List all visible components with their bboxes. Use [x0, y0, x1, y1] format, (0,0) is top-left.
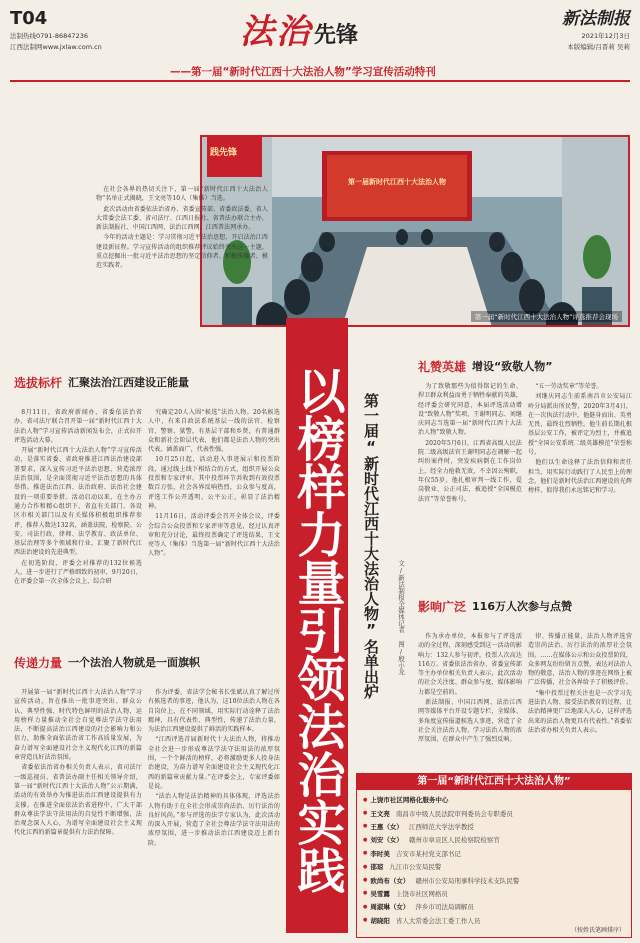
bullet-icon: ●: [363, 836, 368, 843]
bullet-icon: ●: [363, 810, 368, 817]
honor-name: 刘安（女）: [370, 836, 403, 845]
honor-name: 胡晓阳: [370, 916, 390, 925]
honor-desc: 江西师范大学法学教授: [408, 822, 474, 831]
photo-screen-text: 第一届新时代江西十大法治人物: [348, 178, 446, 186]
honor-list-box: [356, 773, 632, 938]
intro-paragraph: 在社会各界的热切关注下，第一届“新时代江西十大法治人物”名单正式揭晓，王文亮等10人（集体）当选。: [96, 186, 268, 203]
bullet-icon: ●: [363, 796, 368, 803]
section-tag: 影响广泛: [418, 599, 467, 614]
masthead-rule: [10, 80, 630, 82]
hotline: 法制热线0791-86847236: [10, 32, 88, 40]
section-tag: 选拔标杆: [14, 375, 63, 390]
paragraph: “集中投票过程关注也是一次学习先进法治人物、接受法治教育的过程，让法治精神更广泛地深入人心，这样评选出来的法治人物更具有代表性。”省委依法治省办相关负责人表示。: [528, 689, 632, 734]
honor-name: 王文亮: [370, 809, 390, 818]
honor-name: 李时美: [370, 849, 390, 858]
section-title: 116万人次参与点赞: [472, 600, 572, 613]
section-influence: [418, 597, 630, 615]
paragraph: 10月25日起，活动进入事迹展示和投票阶段，通过线上线下相结合的方式，组织开展公众投票和专家评审。其中投票环节共收到有效投票数百万张，社会各界反响热烈，公众参与度高，评选工作公开透明、公平公正，彰显了法治精神。: [148, 456, 280, 510]
paragraph: 2020年5月6日，江西省高级人民法院二级高级法官王谢明同志在调解一起纠纷案件时，突发疾病倒在工作岗位上，经全力抢救无效，不幸因公殉职，年仅55岁。他扎根审判一线工作，爱岗敬业、公正司法，被追授“全国模范法官”等荣誉称号。: [418, 439, 522, 503]
section-strength-col2: [148, 688, 280, 936]
intro-text: [96, 185, 268, 295]
paragraph: “五一劳动奖章”等荣誉。: [535, 383, 603, 390]
bullet-icon: ●: [363, 903, 368, 910]
bullet-icon: ●: [363, 863, 368, 870]
honor-desc: 赣州市公安局刑事科学技术支队民警: [415, 876, 520, 885]
honor-name: 吴雪露: [370, 889, 390, 898]
bullet-icon: ●: [363, 823, 368, 830]
section-tag: 传递力量: [14, 655, 63, 670]
honor-name: 邵琼: [370, 863, 384, 872]
section-influence-col2: [528, 632, 632, 764]
honor-list-title: 第一届“新时代江西十大法治人物”: [357, 774, 631, 790]
paragraph: 为了致敬那些为值得铭记的生命、捍卫群众利益而勇于牺牲奉献的英雄，经评委会研究同意，本届评选活动增设“致敬人物”奖项，王谢明同志、刘继庆同志当选第一届“新时代江西十大法治人物”致敬人物。: [418, 383, 522, 437]
section-title: 增设“致敬人物”: [472, 360, 553, 373]
issue-date: 2021年12月3日: [581, 32, 630, 40]
honor-list: [357, 790, 631, 927]
section-heroes-col2: [528, 382, 632, 570]
bullet-icon: ●: [363, 877, 368, 884]
paragraph: 8月11日，省政府新闻办、省委依法治省办、省司法厅联合召开第一届“新时代江西十大法治人物”学习宣传活动新闻发布会，正式拉开评选活动大幕。: [14, 409, 142, 444]
section-influence-col1: [418, 632, 522, 764]
headline-sub: 第一届“新时代江西十大法治人物”名单出炉: [362, 393, 380, 699]
honor-row: [363, 820, 625, 833]
paragraph: 究确定20人入围“候选”法治人物。20名候选人中，有来自政法系统基层一线的法官、检察官、警察、狱警，有基层干部和乡贤，有普通群众和新社会阶层代表，他们都是法治人物的突出代表，涵盖面广，代表性强。: [148, 409, 280, 454]
section-strength: [14, 653, 280, 671]
honor-name: 王惠（女）: [370, 822, 403, 831]
honor-list-note: （按姓氏笔画排序）: [570, 927, 625, 934]
paragraph: 在初选阶段，评委会对推荐的132位候选人，进一步进行了严格细致的初审，9月20日，在评委会第一次全体会议上，综合研: [14, 559, 142, 586]
paragraph: 他们以生命诠释了法治信仰和责任担当，用实际行动践行了人民至上的理念，他们是新时代法治江西建设的光辉榜样，值得我们永远铭记和学习。: [528, 459, 632, 495]
paper-name: 新法制报: [562, 9, 630, 29]
page-number: T04: [10, 8, 48, 29]
honor-desc: 萍乡市司法局调解员: [415, 903, 474, 912]
paragraph: 省委依法治省办相关负责人表示，省司法厅一级巡视员、省普法办副主任相关领导介绍，第一届“新时代江西十大法治人物”公示期满，活动的有效举办为推进法治江西建设提供有力支撑。在推进全面依法治省进程中，广大干部群众尊法学法守法用法的自觉性不断增强，法治观念深入人心，为谱写全面建设社会主义现代化江西的新篇章提供有力法治保障。: [14, 764, 142, 837]
honor-name: 周淑琳（女）: [370, 903, 410, 912]
masthead-subtitle: ——第一届“新时代江西十大法治人物”学习宣传活动特刊: [170, 66, 436, 78]
brand-logo: [240, 4, 358, 53]
honor-desc: 吉安市某村党支部书记: [395, 849, 461, 858]
section-selection: [14, 373, 280, 391]
honor-row: [363, 793, 625, 806]
headline-main: 以榜样力量引领法治实践: [289, 366, 345, 894]
paragraph: 新法制报、中国江西网、法治江西网等媒体平台开设专题专栏，全媒体、多角度宣传报道候选人事迹，营造了全社会关注法治人物、学习法治人物的浓厚氛围，在群众中产生了强烈反响。: [418, 699, 522, 744]
honor-name: 欧尚布（女）: [370, 876, 410, 885]
paragraph: 刘继庆同志生前系南昌市公安局江岭分局派出所民警，2020年3月4日，在一次执法行动中，他挺身而出、英勇无畏，最终壮烈牺牲。他生前长期扎根基层公安工作，被评定为烈士，并被追授“全国公安系统二级英雄模范”荣誉称号。: [528, 393, 632, 457]
honor-desc: 九江市公安局民警: [389, 863, 442, 872]
editors: 本版编辑/吕晋莉 吴莉: [567, 43, 630, 51]
bullet-icon: ●: [363, 917, 368, 924]
honor-row: [363, 873, 625, 886]
honor-name: 上饶市社区网格化服务中心: [370, 796, 449, 805]
honor-row: [363, 833, 625, 846]
section-strength-col1: [14, 688, 142, 936]
honor-desc: 赣州市章贡区人民检察院检察官: [408, 836, 500, 845]
bullet-icon: ●: [363, 890, 368, 897]
website: 江西法制网www.jxlaw.com.cn: [10, 43, 102, 51]
brand-big: 法治: [240, 12, 312, 52]
headline-byline: 文/新法制报全媒体记者 图/殷小龙: [397, 560, 405, 675]
honor-row: [363, 900, 625, 913]
intro-paragraph: 今年的活动主题是：学习贯彻习近平法治思想，开启法治江西建设新征程。学习宣传活动的组织推荐评议始终突出这一主题，重点挖掘出一批习近平法治思想的坚定信仰者、积极传播者、模范实践者。: [96, 234, 268, 270]
bullet-icon: ●: [363, 850, 368, 857]
paragraph: 作为承办单位，本报参与了评选活动的全过程，深刻感受到这一活动的影响力：132人参与初评，投票人次高达116万。省委依法治省办、省委宣传部等主办单位相关负责人表示，此次活动的社会关注度、群众参与度、媒体影响力都是空前的。: [418, 633, 522, 696]
intro-paragraph: 此次活动由省委依法治省办、省委宣传部、省委政法委、省人大常委会法工委、省司法厅、江西日报社、省普法办联合主办，新法制报社、中国江西网、法治江西网、江西普法网承办。: [96, 205, 268, 232]
section-selection-col1: [14, 408, 142, 644]
section-title: 汇聚法治江西建设正能量: [68, 376, 190, 389]
paragraph: 开展“新时代江西十大法治人物”学习宣传活动，是落实省委、省政府推进江西法治建设部署要求，深入宣传习近平法治思想、营造浓厚法治氛围，是全面贯彻习近平法治思想的具体举措。推进法治江西、法治政府、法治社会建设的一项重要举措。活动启动以来，在主办方通力合作和精心组织下，省直有关部门、各设区市相关部门以及有关媒体积极组织推荐参评，推荐人数达132名，涵盖法院、检察院、公安、司法行政、律师、法学教育、政法单位、基层治理等多个领域和行业，汇聚了新时代江西法治建设的先进典型。: [14, 447, 142, 557]
honor-desc: 省人大常委会法工委工作人员: [395, 916, 481, 925]
honor-desc: 南昌市中级人民法院审判委员会专职委员: [395, 809, 513, 818]
honor-desc: 上饶市社区网格员: [395, 889, 448, 898]
photo-caption: 第一届“新时代江西十大法治人物”评选推荐会现场: [471, 311, 622, 322]
section-heroes: [418, 357, 630, 375]
section-title: 一个法治人物就是一面旗帜: [68, 656, 201, 669]
section-tag: 礼赞英雄: [418, 359, 467, 374]
paragraph: “法治人物是法治精神的具体体现，评选法治人物有助于在全社会形成崇尚法治、厉行法治的良好风尚。”参与评选的法学专家认为，此次活动的深入开展，营造了全社会尊法学法守法用法的浓厚氛围，进一步推动法治江西建设迈上新台阶。: [148, 793, 280, 847]
honor-row: [363, 887, 625, 900]
photo-banner-text: 践先锋: [210, 148, 238, 158]
section-heroes-col1: [418, 382, 522, 570]
paragraph: 11月16日，活动评委会召开全体会议，评委会综合公众投票和专家评审等意见，经过认真评审和充分讨论，最终投票确定了评选结果，王文亮等人（集体）当选第一届“新时代江西十大法治人物”。: [148, 513, 280, 558]
section-selection-col2: [148, 408, 280, 644]
paragraph: “江西评选首届新时代十大法治人物，将推动全社会进一步形成尊法学法守法用法的浓厚氛围，一个个鲜活的榜样，必将激励更多人投身法治建设，为奋力谱写全面建设社会主义现代化江西的新篇章贡献力量。”在评委会上，专家评委如是说。: [148, 736, 280, 790]
paragraph: 律、传播正能量，法治人物评选营造崇尚法治、厉行法治的浓厚社会氛围。……在媒体公示和公众投票阶段，众多网友纷纷留言点赞，表达对法治人物的敬意，法治人物的事迹在网络上被广泛传播，社会各界给予了积极评价。: [528, 633, 632, 687]
paragraph: 作为评委，省法学会秘书长张斌认真了解过所有候选者的事迹，他认为，这10位法治人物在各自岗位上、在不同领域，用实际行动诠释了法治精神，具有代表性、典型性，传递了法治力量，为法治江西建设提供了鲜活的实践样本。: [148, 689, 280, 734]
honor-row: [363, 847, 625, 860]
paragraph: 开展第一届“新时代江西十大法治人物”学习宣传活动，旨在推出一批事迹突出、群众公认、典型性强、时代特色鲜明的法治人物，运用榜样力量推动全社会自觉尊法学法守法用法，不断提高法治江西建设的社会影响力和公信力，助推全面依法治省工作高质量发展，为奋力谱写全面建设社会主义现代化江西的新篇章营造良好法治氛围。: [14, 689, 142, 762]
honor-row: [363, 806, 625, 819]
brand-small: 先锋: [314, 22, 359, 48]
honor-row: [363, 860, 625, 873]
